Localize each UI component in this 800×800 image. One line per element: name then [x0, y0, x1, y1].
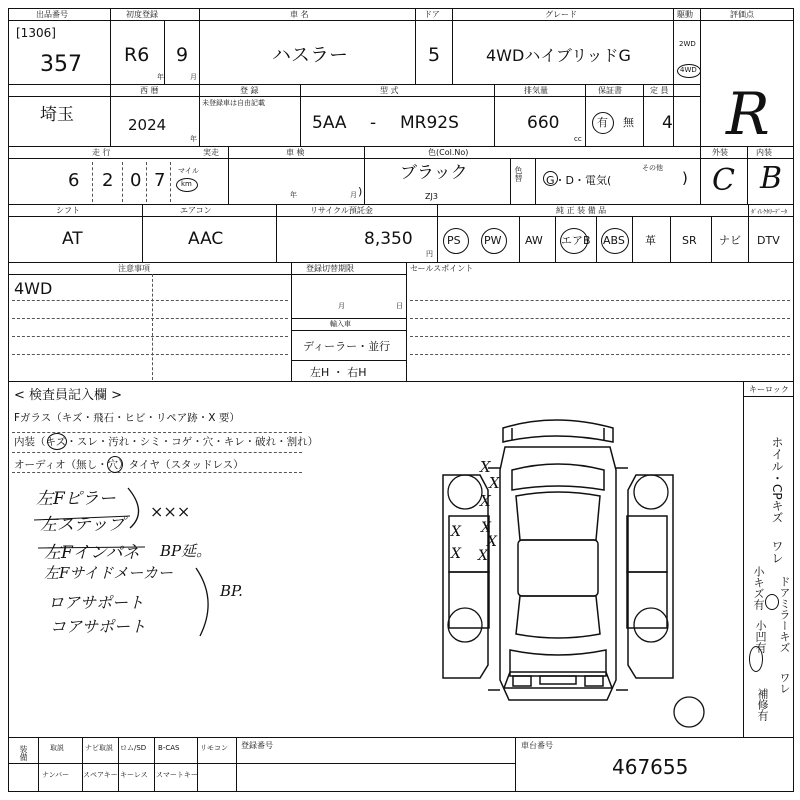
unit-km: km [181, 180, 192, 188]
deadline-month: 月 [338, 302, 345, 310]
recycle-unit: 円 [426, 250, 433, 258]
deadline-day: 日 [396, 302, 403, 310]
displacement-unit: cc [574, 135, 582, 143]
remarks-text: 4WD [14, 279, 53, 298]
label-model: 型 式 [380, 86, 399, 95]
grade-value: 4WDハイブリッドG [486, 46, 631, 65]
color-name: ブラック [400, 163, 468, 183]
aircon-value: AAC [188, 229, 224, 249]
note-mirror-scratch: ドアミラーキズ [778, 576, 791, 653]
month-unit: 月 [190, 73, 197, 81]
equip-abs: ABS [603, 234, 625, 247]
label-keylock: キーロック [749, 385, 789, 394]
note-crack-2: ワレ [778, 672, 791, 694]
diagram-x-2: X [489, 474, 500, 492]
hand-mark-xx: ××× [150, 502, 191, 521]
bottom-remote: リモコン [200, 744, 228, 752]
displacement-value: 660 [527, 113, 560, 133]
bottom-label: 装備 [19, 745, 28, 761]
label-era: 西 暦 [140, 86, 159, 95]
label-interior: 内装 [756, 148, 772, 157]
equip-pw: PW [484, 234, 502, 247]
note-circle-1 [765, 594, 779, 610]
mileage-d2: 2 [102, 170, 114, 191]
note-small-dent: 小凹有 [754, 620, 767, 653]
lot-number: 357 [40, 52, 82, 77]
lot-code: [1306] [16, 26, 56, 40]
model-dash: - [370, 113, 377, 133]
diagram-x-1: X [480, 458, 491, 476]
equip-ps: PS [447, 234, 461, 247]
car-name: ハスラー [272, 44, 349, 66]
diagram-x-3: X [480, 492, 491, 510]
warranty-yes: 有 [597, 116, 608, 129]
color-code: ZJ3 [425, 192, 438, 201]
label-evaluation: 評価点 [730, 10, 754, 19]
handle-side: 左H ・ 右H [310, 366, 367, 379]
equip-dtv: DTV [757, 234, 780, 247]
label-door: ドア [424, 10, 440, 19]
diagram-x-8: X [478, 548, 488, 564]
unit-mile: マイル [178, 167, 199, 175]
grade-interior: B [760, 161, 783, 196]
shift-value: AT [62, 229, 83, 249]
bottom-smart-key: スマートキー [156, 771, 198, 779]
label-recycle: リサイクル預託金 [310, 206, 373, 215]
bottom-rom-sd: ロム/SD [120, 744, 147, 752]
label-chassis: 車台番号 [521, 741, 553, 750]
equip-aw: AW [525, 234, 543, 247]
label-equipment: 純 正 装 備 品 [556, 206, 607, 215]
color-close: ) [682, 169, 688, 187]
equip-navi: ナビ [719, 234, 741, 247]
label-capacity: 定 員 [650, 86, 669, 95]
color-other: その他 [642, 164, 663, 172]
diagram-x-4: X [451, 524, 461, 540]
bottom-keyless: キーレス [120, 771, 148, 779]
label-reg-no: 登録番号 [241, 741, 273, 750]
hand-note-6: コアサポート [50, 617, 147, 636]
model-prefix: 5AA [312, 113, 347, 133]
equip-leather: 革 [645, 234, 656, 247]
label-registration: 登 録 [240, 86, 259, 95]
inspector-title: < 検査員記入欄 > [14, 388, 123, 403]
first-reg-era: R6 [124, 44, 150, 66]
note-wheel-scratch: ホイル・CPキズ [770, 436, 784, 524]
door-count: 5 [428, 44, 441, 66]
hand-note-3: 左Fインパネ [44, 543, 140, 563]
label-aircon: エアコン [180, 206, 212, 215]
label-directory: ﾀﾞｲﾚｸﾀﾘｰﾃﾞｰﾀ [751, 209, 788, 216]
label-lot-no: 出品番号 [36, 10, 68, 19]
label-mileage: 走 行 [92, 148, 111, 157]
diagram-x-7: X [487, 534, 497, 550]
year-western: 2024 [128, 116, 167, 134]
label-grade: グレード [545, 10, 577, 19]
hand-mark-bp1: BP延。 [160, 542, 212, 560]
mileage-d3: 0 [130, 170, 142, 191]
evaluation-score: R [726, 80, 770, 148]
label-warranty: 保証書 [598, 86, 622, 95]
bottom-spare-key: スペアキー [83, 771, 118, 779]
label-first-reg: 初度登録 [126, 10, 158, 19]
reg-note: 未登録車は自由記載 [202, 99, 265, 107]
hand-note-1: 左Fピラー [36, 489, 116, 509]
hand-note-2: 左ステップ [40, 515, 125, 535]
label-displacement: 排気量 [524, 86, 548, 95]
diagram-x-6: X [481, 520, 491, 536]
inspection-month: 月 [350, 191, 357, 199]
note-crack-1: ワレ [770, 540, 784, 564]
capacity-value: 4 [662, 113, 673, 133]
note-small-scratch: 小キズ有 [752, 566, 765, 610]
label-inspection: 車 検 [286, 148, 305, 157]
label-meter: 実走 [203, 148, 219, 157]
label-car-name: 車 名 [290, 10, 309, 19]
import-type: ディーラー・並行 [303, 340, 391, 353]
inspector-line-2: 内装（キズ・スレ・汚れ・シミ・コゲ・穴・キレ・破れ・割れ） [14, 436, 319, 448]
label-shift: シフト [56, 206, 80, 215]
first-reg-month: 9 [176, 44, 189, 66]
label-color: 色(Col.No) [428, 148, 469, 157]
equip-airbag: エアB [561, 234, 591, 247]
hand-mark-bp2: BP. [220, 582, 243, 600]
equip-sr: SR [682, 234, 697, 247]
note-circle-2 [749, 646, 763, 672]
label-drive: 駆動 [677, 10, 693, 19]
drive-2wd: 2WD [679, 40, 696, 48]
note-repaired: 補修有 [756, 688, 769, 721]
mileage-d1: 6 [68, 170, 80, 191]
label-remarks: 注意事項 [118, 264, 150, 273]
hand-note-5: ロアサポート [48, 593, 145, 612]
hand-note-4: 左Fサイドメーカー [44, 564, 173, 582]
inspection-year: 年 [290, 191, 297, 199]
label-sales-point: セールスポイント [410, 264, 474, 273]
recycle-amount: 8,350 [364, 229, 413, 249]
grade-exterior: C [712, 163, 735, 198]
color-shade-label: 色替 [514, 166, 523, 182]
color-types: G・D・電気( [546, 174, 612, 187]
mileage-d4: 7 [154, 170, 166, 191]
label-deadline: 登録切替期限 [306, 264, 354, 273]
bottom-navi-manual: ナビ取説 [85, 744, 113, 752]
inspector-line-3: オーディオ（無し・穴）タイヤ（スタッドレス） [14, 459, 244, 471]
drive-4wd: 4WD [680, 66, 697, 74]
label-exterior: 外装 [712, 148, 728, 157]
year-unit: 年 [157, 73, 164, 81]
location: 埼玉 [40, 105, 74, 125]
diagram-x-5: X [451, 546, 461, 562]
year-unit-2: 年 [190, 135, 197, 143]
warranty-none: 無 [623, 116, 634, 129]
bottom-manual: 取説 [50, 744, 64, 752]
bottom-number: ナンバー [42, 771, 70, 779]
label-import: 輸入車 [330, 320, 351, 328]
chassis-number: 467655 [612, 755, 689, 779]
model-code: MR92S [400, 113, 459, 133]
inspection-paren: ) [358, 185, 363, 198]
inspector-line-1: Fガラス（キズ・飛石・ヒビ・リペア跡・X 要） [14, 412, 240, 424]
bottom-bcas: B-CAS [158, 744, 180, 752]
